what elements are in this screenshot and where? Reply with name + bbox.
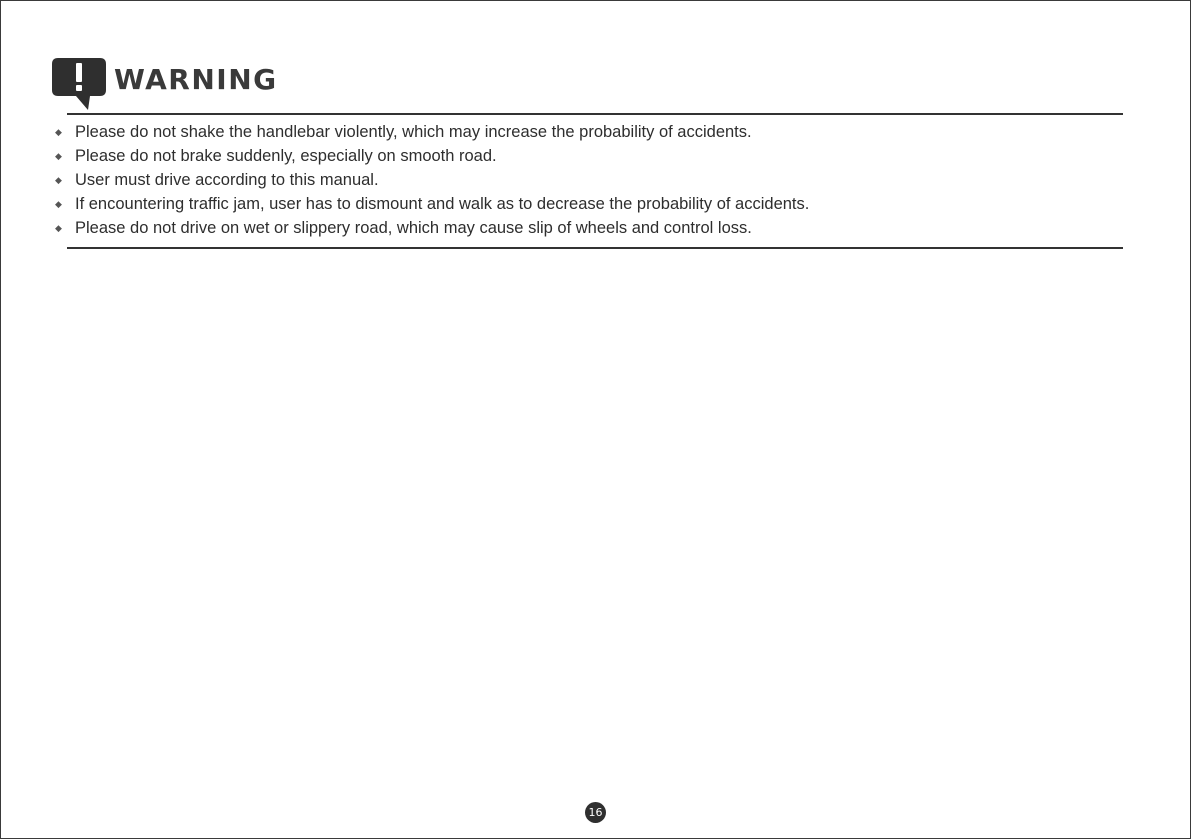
- bullet-diamond-icon: ◆: [55, 222, 62, 233]
- bottom-divider: [67, 247, 1123, 249]
- warning-title: WARNING: [114, 63, 278, 96]
- bullet-diamond-icon: ◆: [55, 150, 62, 161]
- top-divider: [67, 113, 1123, 115]
- warning-text: Please do not drive on wet or slippery road, which may cause slip of wheels and control loss.: [75, 218, 752, 237]
- bullet-diamond-icon: ◆: [55, 198, 62, 209]
- warning-text: Please do not shake the handlebar violently, which may increase the probability of accidents.: [75, 122, 752, 141]
- list-item: [55, 168, 809, 192]
- warning-text: User must drive according to this manual.: [75, 170, 379, 189]
- warning-text: If encountering traffic jam, user has to dismount and walk as to decrease the probability of accidents.: [75, 194, 810, 213]
- list-item: [55, 144, 809, 168]
- warning-header: [52, 58, 278, 110]
- list-item: [55, 216, 809, 240]
- page-number: 16: [585, 802, 606, 823]
- bullet-diamond-icon: ◆: [55, 174, 62, 185]
- exclamation-speech-bubble-icon: [52, 58, 106, 110]
- warning-text: Please do not brake suddenly, especially on smooth road.: [75, 146, 497, 165]
- list-item: [55, 192, 809, 216]
- bullet-diamond-icon: ◆: [55, 126, 62, 137]
- list-item: [55, 120, 809, 144]
- warning-list: [55, 120, 809, 240]
